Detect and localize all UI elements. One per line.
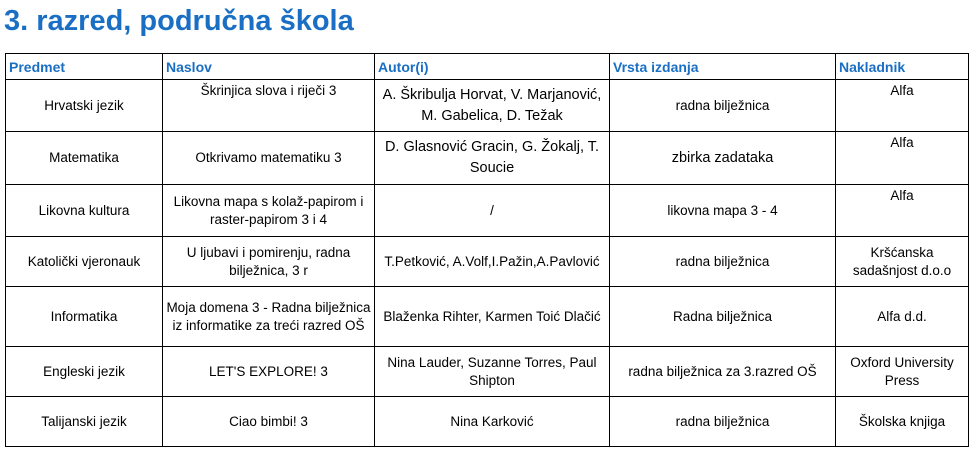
header-vrsta-izdanja: Vrsta izdanja (610, 54, 836, 80)
cell-autori: D. Glasnović Gracin, G. Žokalj, T. Soucie (375, 132, 610, 185)
cell-nakladnik: Kršćanska sadašnjost d.o.o (836, 237, 969, 287)
cell-nakladnik: Alfa (836, 80, 969, 132)
table-row (6, 237, 969, 287)
cell-predmet: Talijanski jezik (6, 397, 163, 447)
header-naslov: Naslov (163, 54, 375, 80)
cell-autori: T.Petković, A.Volf,I.Pažin,A.Pavlović (375, 237, 610, 287)
cell-vrsta: likovna mapa 3 - 4 (610, 185, 836, 237)
cell-autori: A. Škribulja Horvat, V. Marjanović, M. Gabelica, D. Težak (375, 80, 610, 132)
table-row (6, 287, 969, 347)
table-row (6, 132, 969, 185)
cell-autori: Blaženka Rihter, Karmen Toić Dlačić (375, 287, 610, 347)
table-row (6, 397, 969, 447)
table-header-row (6, 54, 969, 80)
cell-autori: Nina Karković (375, 397, 610, 447)
cell-predmet: Likovna kultura (6, 185, 163, 237)
cell-autori: Nina Lauder, Suzanne Torres, Paul Shipton (375, 347, 610, 397)
cell-predmet: Informatika (6, 287, 163, 347)
cell-naslov: Škrinjica slova i riječi 3 (163, 80, 375, 132)
header-autori: Autor(i) (375, 54, 610, 80)
cell-predmet: Matematika (6, 132, 163, 185)
cell-predmet: Katolički vjeronauk (6, 237, 163, 287)
cell-vrsta: Radna bilježnica (610, 287, 836, 347)
cell-predmet: Engleski jezik (6, 347, 163, 397)
cell-naslov: Otkrivamo matematiku 3 (163, 132, 375, 185)
cell-nakladnik: Alfa (836, 132, 969, 185)
header-nakladnik: Nakladnik (836, 54, 969, 80)
table-row (6, 80, 969, 132)
header-predmet: Predmet (6, 54, 163, 80)
cell-nakladnik: Alfa (836, 185, 969, 237)
cell-nakladnik: Alfa d.d. (836, 287, 969, 347)
cell-autori: / (375, 185, 610, 237)
cell-vrsta: zbirka zadataka (610, 132, 836, 185)
cell-nakladnik: Školska knjiga (836, 397, 969, 447)
table-row (6, 347, 969, 397)
cell-vrsta: radna bilježnica (610, 80, 836, 132)
page-title: 3. razred, područna škola (4, 5, 354, 37)
cell-naslov: U ljubavi i pomirenju, radna bilježnica, 3 r (163, 237, 375, 287)
textbook-table (5, 53, 969, 447)
table-row (6, 185, 969, 237)
cell-nakladnik: Oxford University Press (836, 347, 969, 397)
cell-naslov: Moja domena 3 - Radna bilježnica iz informatike za treći razred OŠ (163, 287, 375, 347)
cell-naslov: Likovna mapa s kolaž-papirom i raster-papirom 3 i 4 (163, 185, 375, 237)
cell-vrsta: radna bilježnica (610, 397, 836, 447)
cell-naslov: Ciao bimbi! 3 (163, 397, 375, 447)
cell-vrsta: radna bilježnica za 3.razred OŠ (610, 347, 836, 397)
cell-naslov: LET'S EXPLORE! 3 (163, 347, 375, 397)
cell-predmet: Hrvatski jezik (6, 80, 163, 132)
cell-vrsta: radna bilježnica (610, 237, 836, 287)
